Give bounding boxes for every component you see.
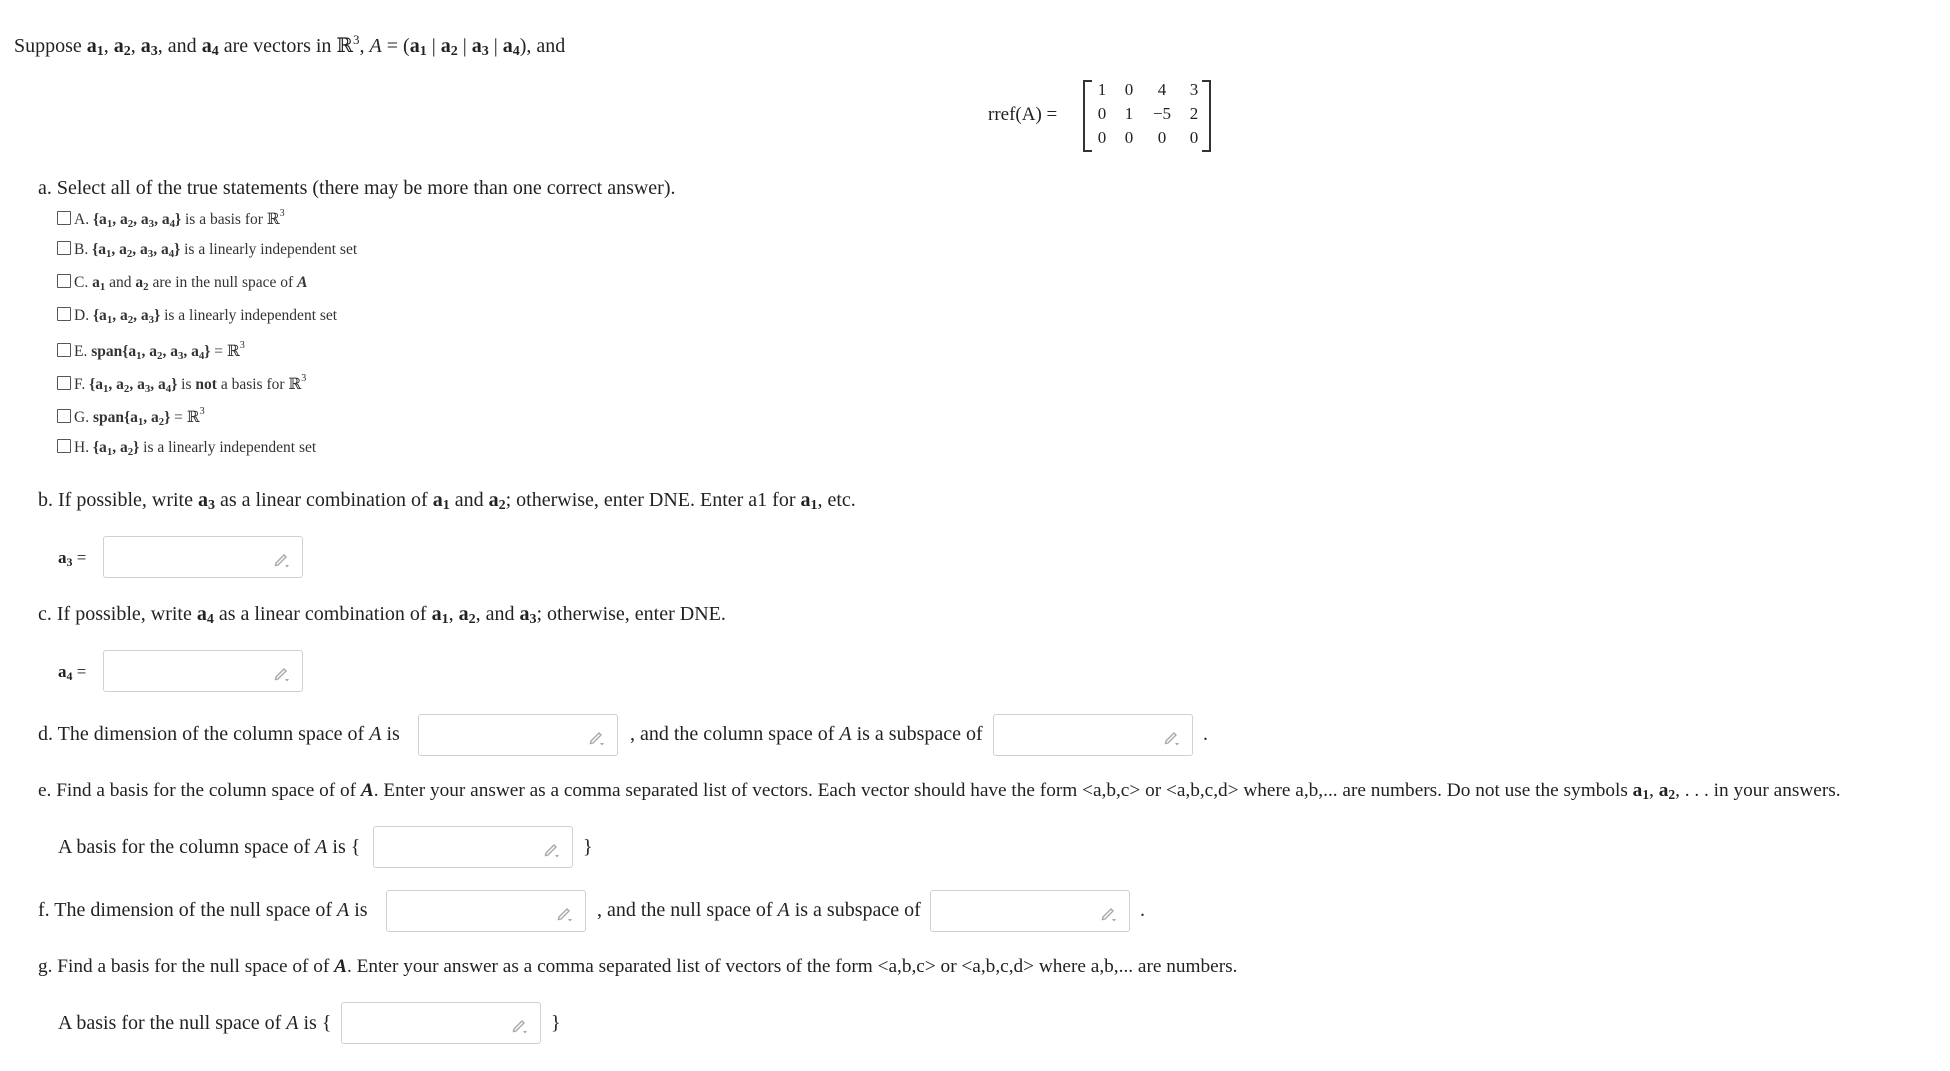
a4-answer-input[interactable] (103, 650, 303, 692)
matrix-cell: 4 (1157, 80, 1167, 99)
part-c-label: $a_4$ = (58, 662, 87, 683)
checkbox-g[interactable] (57, 409, 71, 423)
part-e-label: A basis for the column space of A is { (58, 836, 361, 858)
matrix-cell: 1 (1124, 104, 1134, 123)
option-a[interactable]: A. {$a_1$, $a_2$, $a_3$, $a_4$} is a basis for ℝ$^3$ (57, 208, 285, 230)
option-g[interactable]: G. $span\{a_1$, $a_2$} = ℝ$^3$ (57, 406, 205, 428)
matrix-cell: 0 (1097, 104, 1107, 123)
matrix-cell: 3 (1189, 80, 1199, 99)
part-d-end: . (1203, 723, 1208, 745)
matrix-cell: −5 (1152, 104, 1172, 123)
part-c-prompt: c. If possible, write $a_4$ as a linear combination of $a_1$, $a_2$, and $a_3$; otherwise, enter DNE. (38, 603, 726, 627)
null-space-subspace-input[interactable] (930, 890, 1130, 932)
column-space-dimension-input[interactable] (418, 714, 618, 756)
option-c[interactable]: C. $a_1$ and $a_2$ are in the null space of A (57, 274, 307, 293)
matrix-cell: 0 (1157, 128, 1167, 147)
pencil-icon[interactable] (1162, 727, 1182, 747)
part-e-close: } (583, 836, 593, 858)
checkbox-f[interactable] (57, 376, 71, 390)
option-e[interactable]: E. $span\{a_1$, $a_2$, $a_3$, $a_4$} = ℝ$^3$ (57, 340, 245, 362)
matrix-cell: 2 (1189, 104, 1199, 123)
part-a-prompt: a. Select all of the true statements (there may be more than one correct answer). (38, 177, 676, 199)
checkbox-b[interactable] (57, 241, 71, 255)
column-space-basis-input[interactable] (373, 826, 573, 868)
checkbox-c[interactable] (57, 274, 71, 288)
part-g-close: } (551, 1012, 561, 1034)
pencil-icon[interactable] (272, 549, 292, 569)
part-g-label: A basis for the null space of A is { (58, 1012, 332, 1034)
rref-label: rref(A) = (988, 104, 1058, 125)
a3-answer-input[interactable] (103, 536, 303, 578)
option-d[interactable]: D. {$a_1$, $a_2$, $a_3$} is a linearly independent set (57, 307, 337, 326)
part-f-end: . (1140, 899, 1145, 921)
checkbox-e[interactable] (57, 343, 71, 357)
pencil-icon[interactable] (587, 727, 607, 747)
rref-matrix (1083, 80, 1211, 152)
part-d-prompt-2: , and the column space of A is a subspace of (630, 723, 983, 745)
part-f-prompt-2: , and the null space of A is a subspace of (597, 899, 921, 921)
null-space-basis-input[interactable] (341, 1002, 541, 1044)
matrix-cell: 0 (1124, 80, 1134, 99)
option-h[interactable]: H. {$a_1$, $a_2$} is a linearly independent set (57, 439, 316, 458)
pencil-icon[interactable] (272, 663, 292, 683)
part-f-prompt-1: f. The dimension of the null space of A is (38, 899, 368, 921)
checkbox-d[interactable] (57, 307, 71, 321)
option-b[interactable]: B. {$a_1$, $a_2$, $a_3$, $a_4$} is a linearly independent set (57, 241, 357, 260)
null-space-dimension-input[interactable] (386, 890, 586, 932)
checkbox-a[interactable] (57, 211, 71, 225)
part-b-label: $a_3$ = (58, 548, 87, 569)
option-f[interactable]: F. {$a_1$, $a_2$, $a_3$, $a_4$} is not a basis for ℝ$^3$ (57, 373, 306, 395)
part-d-prompt-1: d. The dimension of the column space of A is (38, 723, 400, 745)
column-space-subspace-input[interactable] (993, 714, 1193, 756)
part-b-prompt: b. If possible, write $a_3$ as a linear combination of $a_1$ and $a_2$; otherwise, enter DNE. Enter a1 for $a_1$, etc. (38, 489, 856, 513)
pencil-icon[interactable] (510, 1015, 530, 1035)
matrix-cell: 0 (1124, 128, 1134, 147)
matrix-cell: 0 (1189, 128, 1199, 147)
pencil-icon[interactable] (555, 903, 575, 923)
problem-intro: Suppose $a_1$, $a_2$, $a_3$, and $a_4$ are vectors in ℝ$^3$, $A = (a_1$ | $a_2$ | $a_3$ | $a_4$), and (14, 32, 566, 59)
pencil-icon[interactable] (542, 839, 562, 859)
part-e-prompt: e. Find a basis for the column space of of A. Enter your answer as a comma separated list of vectors. Each vector should have the form <a,b,c> or <a,b,c,d> where a,b,... are numbers. Do not use the symbols $a_1$, $a_2$, . . . in your answers. (38, 780, 1841, 802)
part-g-prompt: g. Find a basis for the null space of of A. Enter your answer as a comma separated list of vectors of the form <a,b,c> or <a,b,c,d> where a,b,... are numbers. (38, 956, 1238, 977)
matrix-cell: 0 (1097, 128, 1107, 147)
pencil-icon[interactable] (1099, 903, 1119, 923)
checkbox-h[interactable] (57, 439, 71, 453)
matrix-cell: 1 (1097, 80, 1107, 99)
